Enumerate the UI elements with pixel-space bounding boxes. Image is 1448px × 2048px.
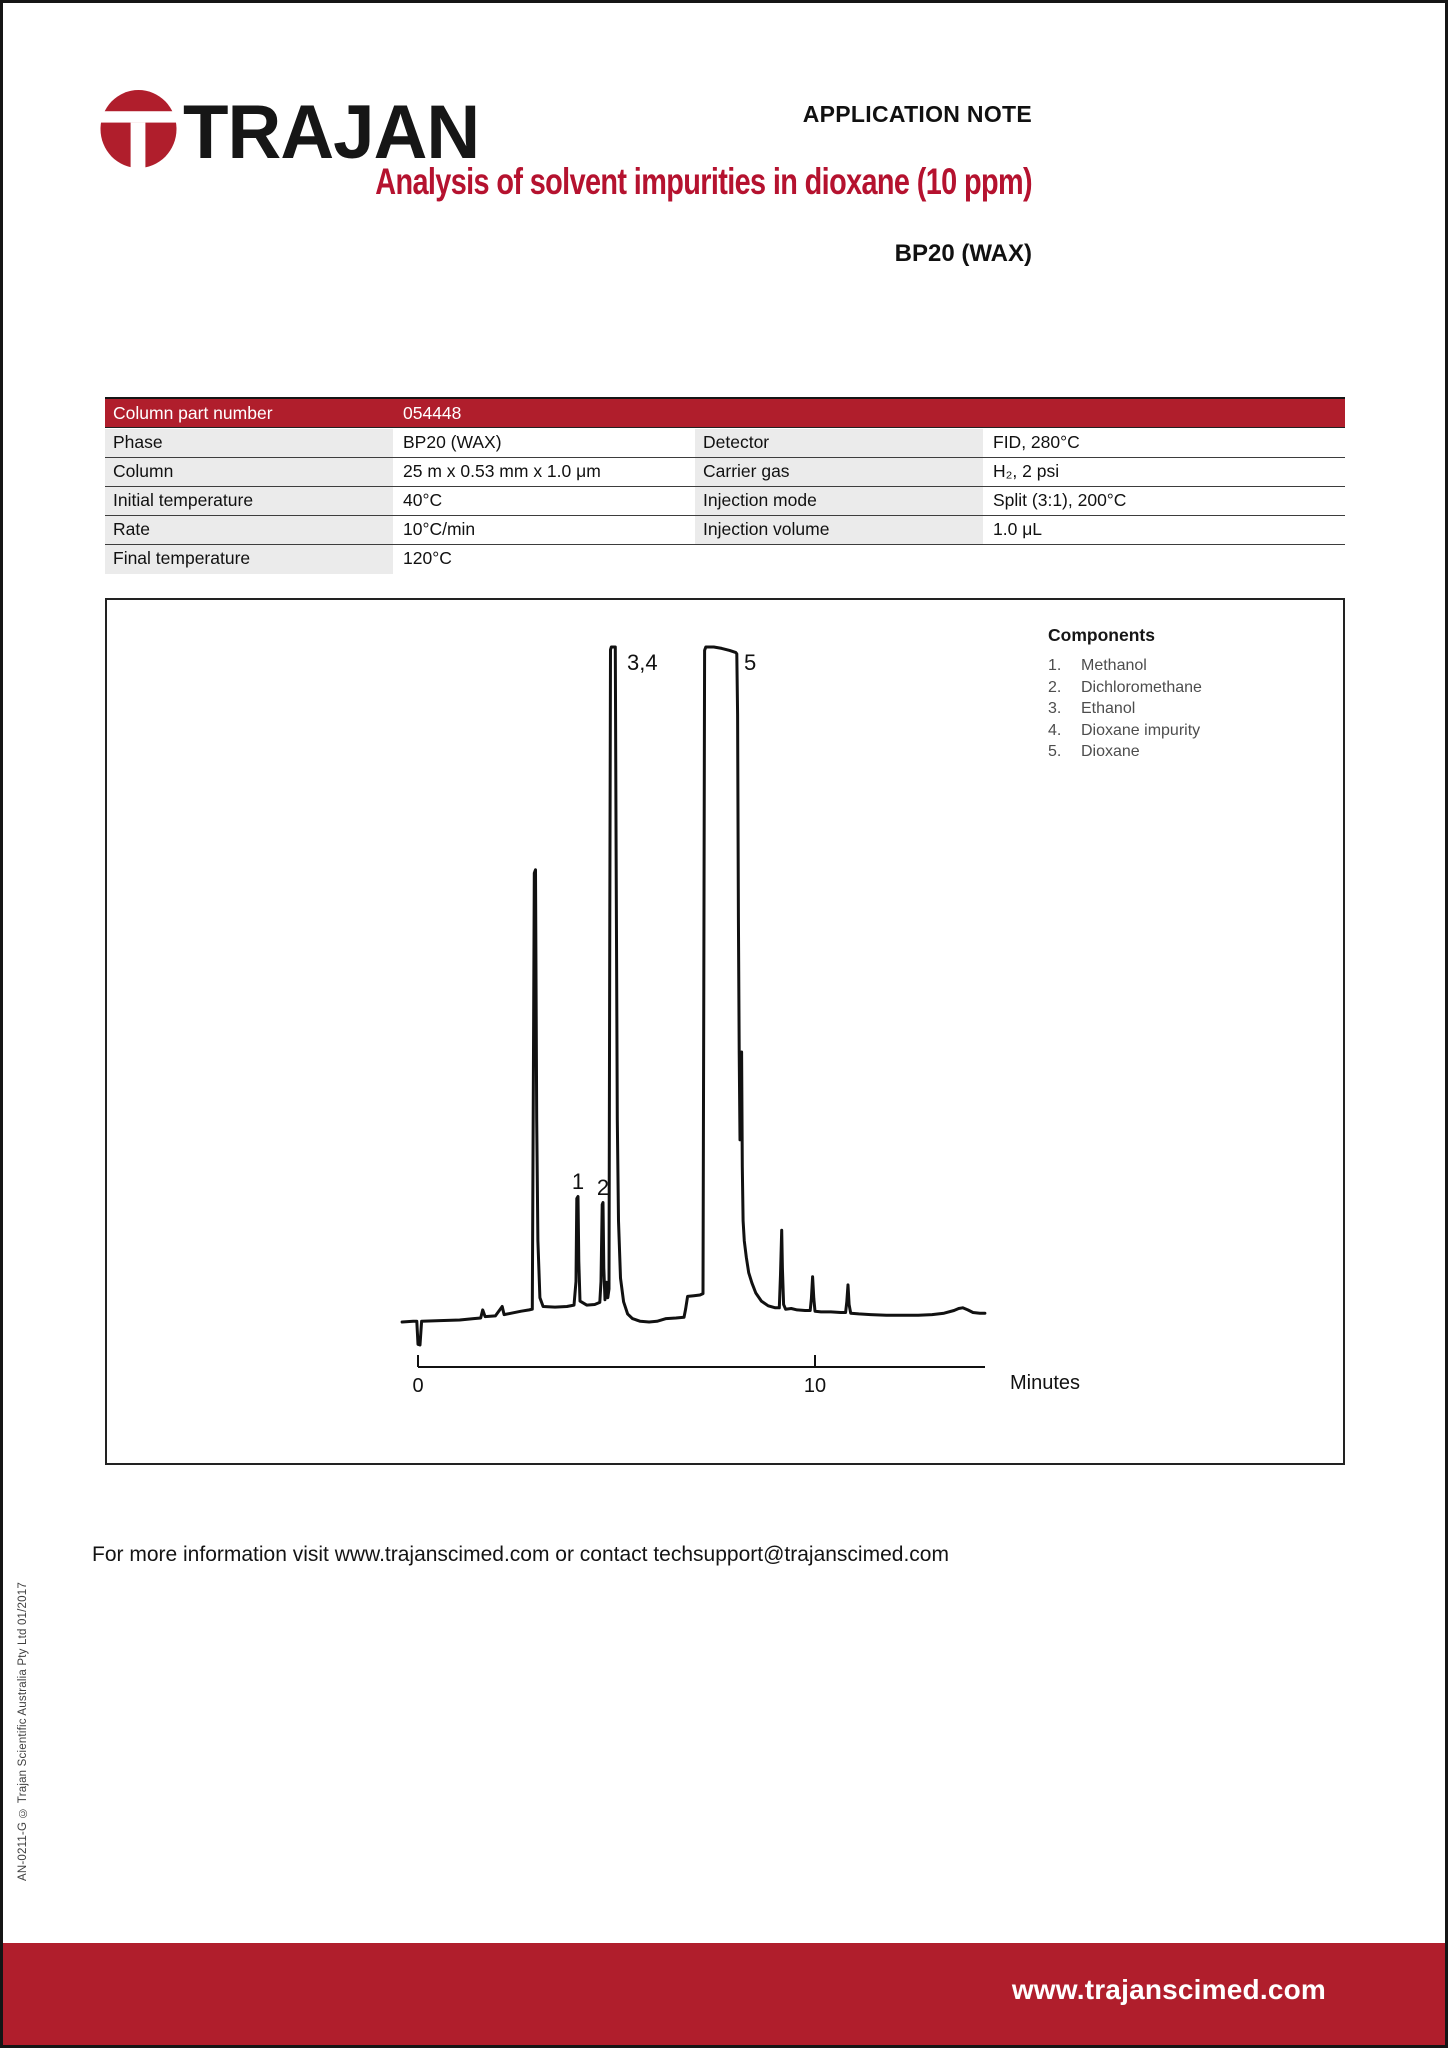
row-label: Phase [105, 429, 395, 457]
table-row [695, 429, 1345, 458]
legend-item-name: Dichloromethane [1081, 678, 1202, 696]
table-row [105, 516, 695, 545]
legend-item-name: Ethanol [1081, 700, 1136, 717]
legend-item-number: 1. [1048, 657, 1062, 674]
table-row [105, 429, 695, 458]
row-value: 10°C/min [395, 516, 695, 544]
table-header-label: Column part number [113, 403, 273, 423]
legend-item-name: Methanol [1081, 657, 1147, 674]
row-label: Injection volume [695, 516, 985, 544]
components-legend [1048, 625, 1202, 763]
column-subtitle: BP20 (WAX) [894, 240, 1032, 267]
table-right-half [695, 429, 1345, 545]
footer-bar [3, 1943, 1445, 2045]
table-row [695, 458, 1345, 487]
conditions-table [105, 397, 1345, 607]
peak-label-2: 2 [596, 1175, 610, 1200]
contact-info-text: For more information visit www.trajanscimed.com or contact techsupport@trajanscimed.com [92, 1543, 949, 1566]
document-id-side-text: AN-0211-G © Trajan Scientific Australia Pty Ltd 01/2017 [17, 1582, 29, 1881]
footer-website-text: www.trajanscimed.com [1011, 1974, 1326, 2005]
x-tick-label: 0 [412, 1375, 424, 1397]
row-value: 120°C [395, 545, 695, 574]
table-header-value: 054448 [403, 403, 462, 423]
x-axis-title: Minutes [1010, 1372, 1081, 1394]
table-left-half [105, 429, 695, 574]
legend-item-name: Dioxane impurity [1081, 721, 1201, 739]
row-label: Initial temperature [105, 487, 395, 515]
page-title: Analysis of solvent impurities in dioxane (10 ppm) [375, 161, 1032, 202]
trajan-logo-icon [100, 89, 177, 169]
legend-item-number: 2. [1048, 678, 1062, 696]
legend-item [1048, 741, 1202, 763]
table-header-row [105, 399, 1345, 428]
legend-item [1048, 677, 1202, 699]
application-note-label: APPLICATION NOTE [802, 101, 1032, 127]
row-label: Column [105, 458, 395, 486]
table-row [695, 487, 1345, 516]
chromatogram-figure [105, 598, 1345, 1465]
row-value: 40°C [395, 487, 695, 515]
legend-item-number: 5. [1048, 743, 1062, 760]
row-value: FID, 280°C [985, 429, 1345, 457]
legend-item-number: 3. [1048, 700, 1062, 717]
legend-item [1048, 720, 1202, 742]
row-label: Carrier gas [695, 458, 985, 486]
row-label: Detector [695, 429, 985, 457]
row-label: Injection mode [695, 487, 985, 515]
table-row [105, 487, 695, 516]
legend-item-number: 4. [1048, 721, 1062, 739]
row-label: Rate [105, 516, 395, 544]
legend-heading: Components [1048, 625, 1155, 645]
table-row [105, 458, 695, 487]
x-axis-ticks [418, 1355, 815, 1367]
row-value: Split (3:1), 200°C [985, 487, 1345, 515]
table-row [695, 516, 1345, 545]
row-value: 1.0 μL [985, 516, 1345, 544]
row-value: H₂, 2 psi [985, 458, 1345, 486]
peak-label-5: 5 [744, 650, 757, 675]
row-value: BP20 (WAX) [395, 429, 695, 457]
legend-item-name: Dioxane [1081, 743, 1140, 760]
peak-label-1: 1 [571, 1169, 585, 1194]
row-label: Final temperature [105, 545, 395, 574]
row-value: 25 m x 0.53 mm x 1.0 μm [395, 458, 695, 486]
x-tick-label: 10 [803, 1375, 827, 1397]
peak-label-3-4: 3,4 [627, 650, 658, 675]
table-row [105, 545, 695, 574]
logo-wordmark: TRAJAN [183, 90, 480, 175]
legend-item [1048, 698, 1202, 720]
legend-item [1048, 655, 1202, 677]
chromatogram-trace [402, 647, 985, 1345]
